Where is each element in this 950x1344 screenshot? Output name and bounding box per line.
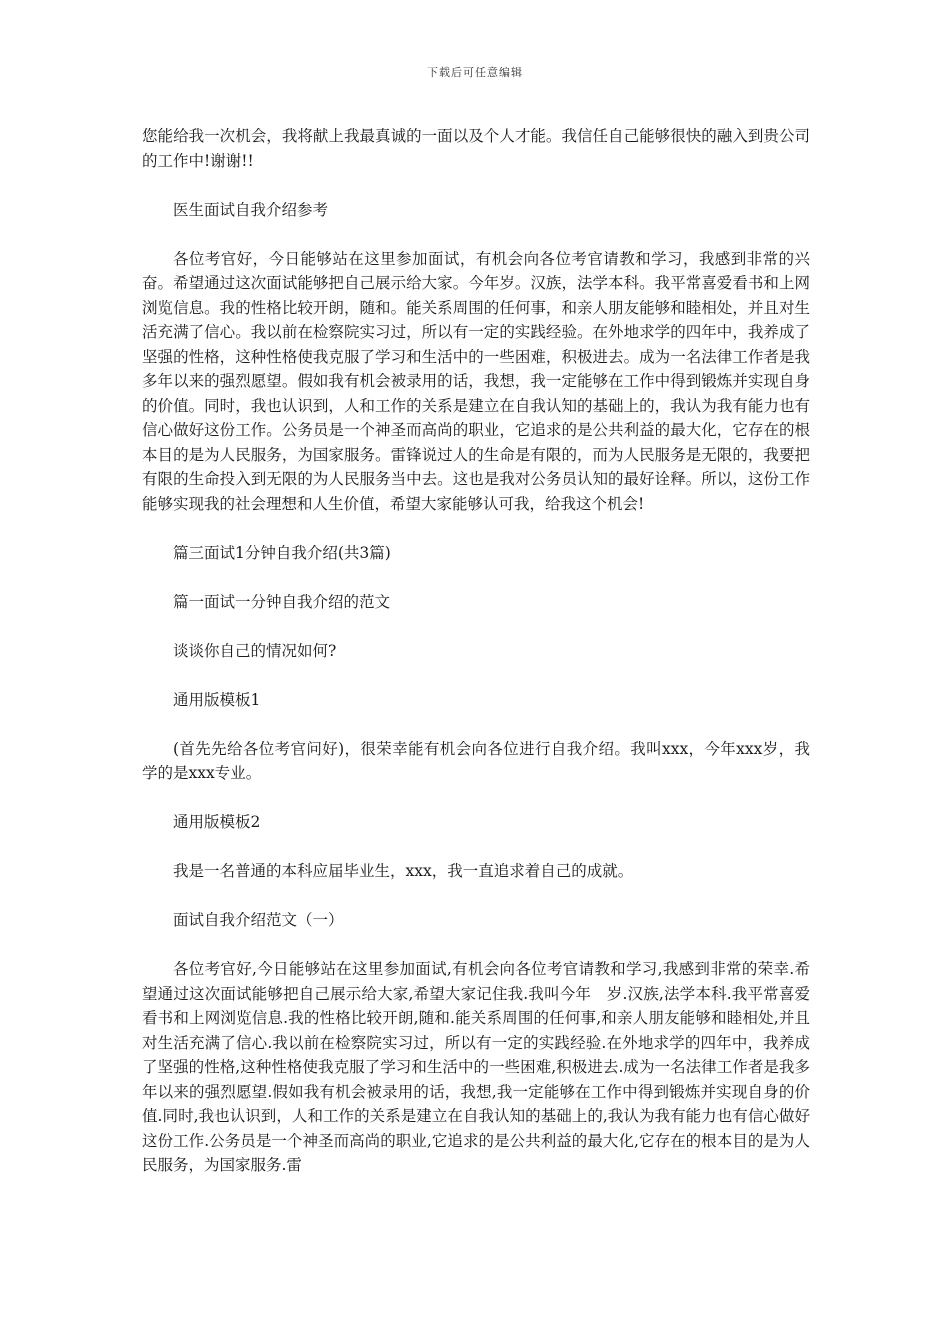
template-heading-1: 通用版模板1	[173, 690, 261, 709]
header-note: 下载后可任意编辑	[427, 66, 523, 79]
section-heading-chapter-three: 篇三面试1分钟自我介绍(共3篇)	[173, 543, 391, 562]
paragraph-template-1: (首先先给各位考官问好)，很荣幸能有机会向各位进行自我介绍。我叫xxx，今年xxx岁，我学的是xxx专业。	[142, 739, 810, 782]
paragraph-doctor-intro: 各位考官好，今日能够站在这里参加面试，有机会向各位考官请教和学习，我感到非常的兴奋。希望通过这次面试能够把自己展示给大家。今年岁。汉族，法学本科。我平常喜爱看书和上网浏览信息。我的性格比较开朗，随和。能关系周围的任何事，和亲人朋友能够和睦相处，并且对生活充满了信心。我以前在检察院实习过，所以有一定的实践经验。在外地求学的四年中，我养成了坚强的性格，这种性格使我克服了学习和生活中的一些困难，积极进去。成为一名法律工作者是我多年以来的强烈愿望。假如我有机会被录用的话，我想，我一定能够在工作中得到锻炼并实现自身的价值。同时，我也认识到，人和工作的关系是建立在自我认知的基础上的，我认为我有能力也有信心做好这份工作。公务员是一个神圣而高尚的职业，它追求的是公共利益的最大化，它存在的根本目的是为人民服务，为国家服务。雷锋说过人的生命是有限的，而为人民服务是无限的，我要把有限的生命投入到无限的为人民服务当中去。这也是我对公务员认知的最好诠释。所以，这份工作能够实现我的社会理想和人生价值，希望大家能够认可我，给我这个机会!	[142, 249, 810, 513]
section-heading-chapter-one: 篇一面试一分钟自我介绍的范文	[173, 592, 391, 611]
document-body	[142, 124, 810, 1202]
paragraph-closing: 您能给我一次机会，我将献上我最真诚的一面以及个人才能。我信任自己能够很快的融入到贵公司的工作中!谢谢!!	[142, 127, 810, 170]
question-heading: 谈谈你自己的情况如何?	[173, 641, 337, 660]
section-heading-example-one: 面试自我介绍范文（一）	[173, 911, 344, 929]
section-heading-doctor: 医生面试自我介绍参考	[173, 200, 329, 219]
template-heading-2: 通用版模板2	[173, 813, 261, 831]
paragraph-template-2: 我是一名普通的本科应届毕业生，xxx，我一直追求着自己的成就。	[173, 862, 634, 880]
paragraph-example-one: 各位考官好,今日能够站在这里参加面试,有机会向各位考官请教和学习,我感到非常的荣幸.希望通过这次面试能够把自己展示给大家,希望大家记住我.我叫今年 岁.汉族,法学本科.我平常喜爱看书和上网浏览信息.我的性格比较开朗,随和.能关系周围的任何事,和亲人朋友能够和睦相处,并且对生活充满了信心.我以前在检察院实习过，所以有一定的实践经验.在外地求学的四年中，我养成了坚强的性格,这种性格使我克服了学习和生活中的一些困难,积极进去.成为一名法律工作者是我多年以来的强烈愿望.假如我有机会被录用的话，我想,我一定能够在工作中得到锻炼并实现自身的价值.同时,我也认识到，人和工作的关系是建立在自我认知的基础上的,我认为我有能力也有信心做好这份工作.公务员是一个神圣而高尚的职业,它追求的是公共利益的最大化,它存在的根本目的是为人民服务，为国家服务.雷	[142, 960, 810, 1174]
